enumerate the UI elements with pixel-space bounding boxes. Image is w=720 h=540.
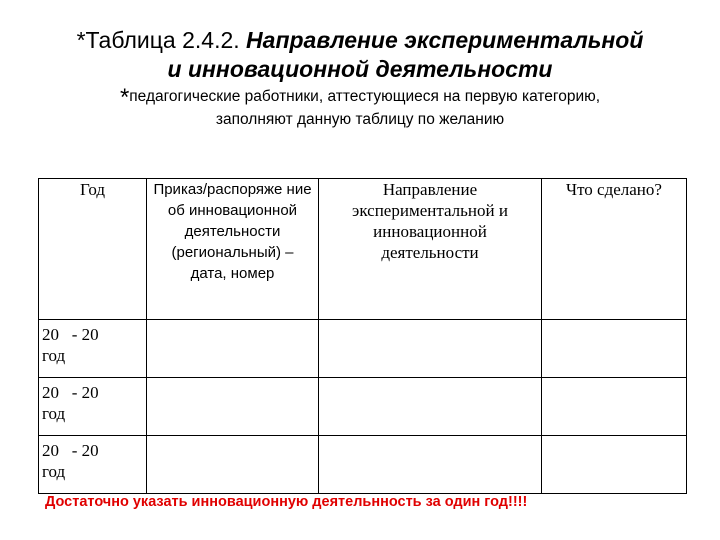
direction-cell[interactable]	[319, 378, 542, 436]
header-direction: Направление экспериментальной и инновационной деятельности	[319, 179, 542, 320]
header-order: Приказ/распоряже ние об инновационной деятельности (региональный) – дата, номер	[147, 179, 319, 320]
table-row	[39, 320, 687, 378]
direction-cell[interactable]	[319, 320, 542, 378]
note-text-2: заполняют данную таблицу по желанию	[215, 111, 505, 128]
year-cell[interactable]: 20 - 20 год	[39, 378, 147, 436]
note-line-1	[0, 86, 720, 109]
direction-cell[interactable]	[319, 436, 542, 494]
title-emphasis-2: и инновационной деятельности	[167, 56, 553, 82]
header-year: Год	[39, 179, 147, 320]
innovation-table	[38, 178, 687, 494]
page-title	[0, 26, 720, 84]
table-header-row	[39, 179, 687, 320]
header-done: Что сделано?	[542, 179, 687, 320]
footer-notice: Достаточно указать инновационную деятельнность за один год!!!!	[45, 494, 528, 510]
order-cell[interactable]	[147, 436, 319, 494]
year-cell[interactable]: 20 - 20 год	[39, 320, 147, 378]
order-cell[interactable]	[147, 320, 319, 378]
done-cell[interactable]	[542, 378, 687, 436]
title-prefix: *Таблица 2.4.2.	[76, 27, 247, 53]
note	[0, 86, 720, 131]
title-emphasis-1: Направление экспериментальной	[246, 27, 644, 53]
year-cell[interactable]: 20 - 20 год	[39, 436, 147, 494]
table-row	[39, 378, 687, 436]
title-line-1	[0, 26, 720, 55]
table-row	[39, 436, 687, 494]
note-text-1: педагогические работники, аттестующиеся на первую категорию,	[129, 88, 601, 105]
done-cell[interactable]	[542, 320, 687, 378]
done-cell[interactable]	[542, 436, 687, 494]
note-star: *	[119, 84, 130, 111]
order-cell[interactable]	[147, 378, 319, 436]
